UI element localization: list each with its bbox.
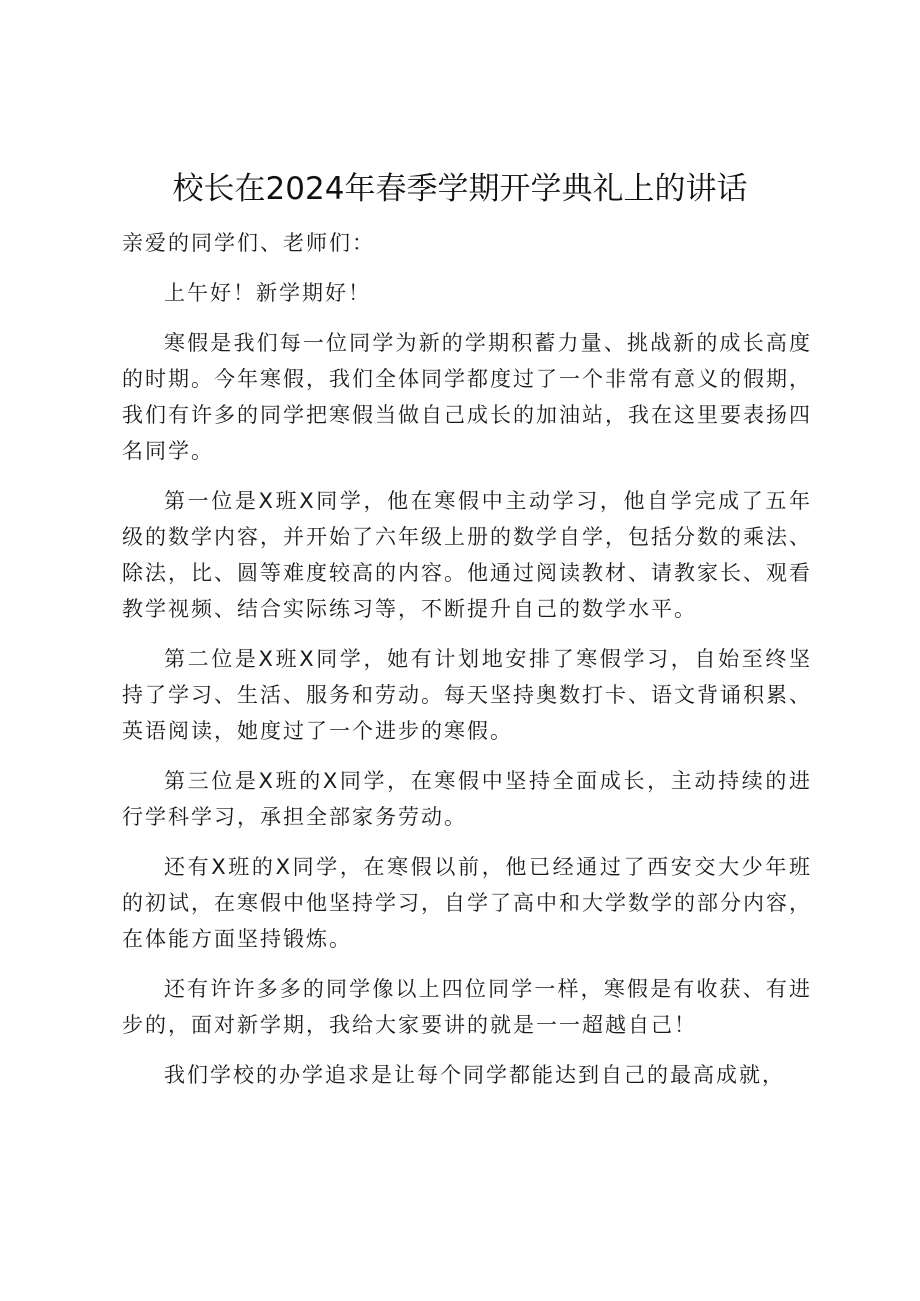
paragraph-fourth-student: 还有X班的X同学，在寒假以前，他已经通过了西安交大少年班的初试，在寒假中他坚持学习，自学了高中和大学数学的部分内容，在体能方面坚持锻炼。 bbox=[122, 855, 812, 951]
paragraph-third-student: 第三位是X班的X同学，在寒假中坚持全面成长，主动持续的进行学科学习，承担全部家务劳动。 bbox=[122, 769, 812, 829]
paragraph-greeting: 上午好！新学期好！ bbox=[164, 281, 371, 305]
paragraph-school-pursuit: 我们学校的办学追求是让每个同学都能达到自己的最高成就， bbox=[164, 1063, 785, 1087]
paragraph-winter-break: 寒假是我们每一位同学为新的学期积蓄力量、挑战新的成长高度的时期。今年寒假，我们全体同学都度过了一个非常有意义的假期，我们有许多的同学把寒假当做自己成长的加油站，我在这里要表扬四名同学。 bbox=[122, 331, 812, 463]
paragraph-second-student: 第二位是X班X同学，她有计划地安排了寒假学习，自始至终坚持了学习、生活、服务和劳动。每天坚持奥数打卡、语文背诵积累、英语阅读，她度过了一个进步的寒假。 bbox=[122, 647, 812, 743]
document-body bbox=[122, 225, 812, 1107]
paragraph-first-student: 第一位是X班X同学，他在寒假中主动学习，他自学完成了五年级的数学内容，并开始了六年级上册的数学自学，包括分数的乘法、除法，比、圆等难度较高的内容。他通过阅读教材、请教家长、观看教学视频、结合实际练习等，不断提升自己的数学水平。 bbox=[122, 489, 812, 621]
paragraph-surpass-yourself: 还有许许多多的同学像以上四位同学一样，寒假是有收获、有进步的，面对新学期，我给大家要讲的就是一一超越自己！ bbox=[122, 977, 812, 1037]
document-title: 校长在2024年春季学期开学典礼上的讲话 bbox=[172, 171, 748, 207]
salutation: 亲爱的同学们、老师们： bbox=[122, 231, 375, 255]
